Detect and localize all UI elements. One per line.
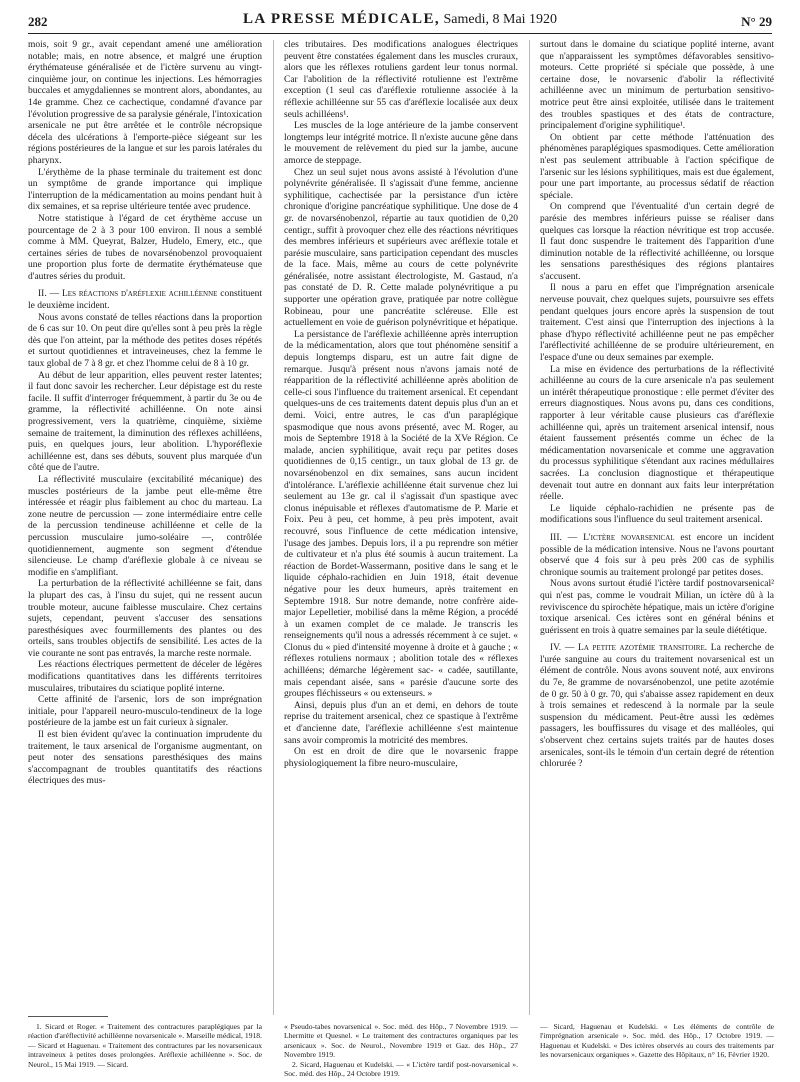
section-lead: est encore un incident possible de la médication intensive. Nous ne l'avons pourtant observé que 4 fois sur à peu près 200 cas de syphilis chronique soumis au traitement prolongé par petites doses. [540,532,774,578]
paragraph: Il nous a paru en effet que l'imprégnation arsenicale nerveuse pouvait, chez quelques sujets, poursuivre ses effets pendant quelques jours encore après la suspension de tout traitement. C'est ainsi que l'interruption des injections à la phase d'hypo réflectivité achilléenne peut ne pas empêcher l'aréflectivité achilléenne de se produire ultérieurement, en l'espace d'une ou deux semaines par exemple. [540,283,774,364]
issue-number: N° 29 [741,14,772,29]
header-rule [28,33,772,34]
column-2 [284,40,518,890]
footnote-rule [28,1016,108,1017]
paragraph: Au début de leur apparition, elles peuvent rester latentes; il faut donc savoir les rechercher. Leur dépistage est du reste facile. Il suffit d'interroger fréquemment, à partir du 3e ou 4e gramme, la réflectivité achilléenne. On note ainsi progressivement, vers la quatrième, cinquième, sixième semaine de traitement, la diminution des réflexes achilléens, puis, en quelques jours, leur abolition. L'hyporéflexie achilléenne est, dans ses débuts, souvent plus marquée d'un côté que de l'autre. [28,370,262,474]
paragraph: La perturbation de la réflectivité achilléenne se fait, dans la plupart des cas, à l'insu du sujet, qui ne ressent aucun trouble moteur, aucune faiblesse musculaire. Chez certains sujets, cependant, peuvent s'accuser des sensations paresthésiques avec fourmillements des plantes ou des orteils, sans troubles objectifs de sensibilité. Les actes de la vie courante ne sont pas entravés, la marche reste normale. [28,579,262,659]
paragraph: Les réactions électriques permettent de déceler de légères modifications quantitatives dans les différents territoires musculaires, tributaires du sciatique poplité interne. [28,660,262,694]
section-title: L'ictère novarsenical [583,532,675,543]
footnote: 1. Sicard et Roger. « Traitement des contractures paraplégiques par la réaction d'aréflectivité achilléenne novarsenicale ». Marseille médical, 1918. — Sicard et Haguenau. « Traitement des contractures par les novarsenicaux intraveineux à petites doses prolongées. Aréflexie achilléenne ». Soc. de Neurol., 15 Mai 1919. — Sicard. [28,1022,262,1069]
paragraph: Chez un seul sujet nous avons assisté à l'évolution d'une polynévrite généralisée. Il s'agissait d'une femme, ancienne syphilitique, cachectisée par la persistance d'un ictère chronique d'origine pancréatique syphilitique. Une dose de 4 gr. de novarsénobenzol, répartie au taux quotidien de 0,20 centigr., suffit à provoquer chez elle des réactions névritiques des membres inférieurs et supérieurs avec aréflexie totale et parésie musculaire, sans participation cependant des muscles de la face. Mais, même au cours de cette polynévrite généralisée, notre assistant électrologiste, M. Gastaud, n'a pas constaté de D. R. Cette malade polynévritique a pu supporter une opération grave, pratiquée par notre collègue Robineau, pour une pancréatite scléreuse. Elle est actuellement en voie de guérison polynévritique et hépatique. [284,167,518,329]
section-number: IV. — [550,643,579,654]
section-heading-iv [540,643,774,771]
paragraph: surtout dans le domaine du sciatique poplité interne, avant que n'apparaissent les symptômes défavorables sensitivo-moteurs. Cette propriété si spéciale que possède, à une certaine dose, le novarsenic d'abolir la réflectivité achilléenne avec un minimum de perturbation sensitivo-motrice peut être ainsi exploitée, utilisée dans le traitement des troubles spastiques et des états de contracture, principalement d'origine syphilitique¹. [540,40,774,132]
paragraph: On obtient par cette méthode l'atténuation des phénomènes paraplégiques spasmodiques. Cette amélioration n'est pas seulement attribuable à l'action spécifique de l'arsenic sur les lésions syphilitiques, mais est due également, pour une part importante, au processus sédatif de réaction spéciale. [540,132,774,201]
paragraph: Les muscles de la loge antérieure de la jambe conservent longtemps leur intégrité motrice. Il n'existe aucune gêne dans le mouvement de relèvement du pied sur la jambe, aucune amorce de steppage. [284,121,518,166]
paragraph: Le liquide céphalo-rachidien ne présente pas de modifications sous l'influence du seul traitement arsenical. [540,503,774,526]
column-3 [540,40,774,890]
footnotes-col-2 [284,1022,518,1078]
paragraph: Nous avons surtout étudié l'ictère tardif postnovarsenical² qui n'est pas, comme le voudrait Milian, un ictère dû à la reviviscence du spirochète hépatique, mais un ictère d'origine toxique arsenical. Ces ictères sont en général bénins et guérissent en trois à quatre semaines par la seule diététique. [540,579,774,636]
page-header [28,8,772,34]
column-divider [273,40,274,1015]
paragraph: mois, soit 9 gr., avait cependant amené une amélioration notable; mais, en notre absence, et malgré une éruption érythémateuse généralisée et de l'ictère survenu au vingt-cinquième jour, on continue les injections. Les hémorragies buccales et amygdaliennes se montrent alors, abondantes, au 14e gramme. Chez ce cachectique, condamné d'avance par l'évolution progressive de sa paralysie générale, l'intoxication arsenicale ne put être arrêtée et le contrôle nécropsique décela des ulcérations à l'emporte-pièce siégeant sur les régions postérieures de la langue et sur les parois latérales du pharynx. [28,40,262,166]
column-1 [28,40,262,890]
section-number: III. — [550,532,584,543]
footnote: — Sicard, Haguenau et Kudelski. « Les éléments de contrôle de l'imprégnation arsenicale ». Soc. méd. des Hôp., 17 Octobre 1919. — Haguenau et Kudelski. « Des ictères observés au cours des traitements par les novarsenicaux organiques ». Gazette des Hôpitaux, n° 16, Février 1920. [540,1022,774,1060]
section-title: La petite azotémie transitoire. [578,643,708,654]
issue-date: Samedi, 8 Mai 1920 [440,12,558,27]
paragraph: La mise en évidence des perturbations de la réflectivité achilléenne au cours de la cure arsenicale n'a pas seulement un intérêt thérapeutique pronostique : elle permet d'éviter des erreurs diagnostiques. Nous avons pu, dans ces conditions, rapporter à leur véritable cause plusieurs cas d'aréflexie achilléenne qui, après un traitement arsenical intensif, nous étaient faussement présentés comme un échec de la médicamentation novarsenicale et comme une aggravation du processus syphilitique s'étendant aux racines médullaires sacrées. La conclusion diagnostique et thérapeutique devenait tout autre en donnant aux faits leur interprétation réelle. [540,364,774,503]
paragraph: Il est bien évident qu'avec la continuation imprudente du traitement, le taux arsenical de l'organisme augmentant, on peut noter des sensations paresthésiques des mains s'accompagnant de troubles quantitatifs des réactions électriques des mus- [28,730,262,787]
paragraph: cles tributaires. Des modifications analogues électriques peuvent être constatées également dans les muscles cruraux, alors que les réflexes rotuliens gardent leur tonus normal. Car l'abolition de la réflectivité rotulienne est l'extrême exception (1 seul cas d'aréflexie rotulienne associée à la réflexie achilléenne sur 55 cas d'aréflexie localisée aux deux seuls achilléens¹. [284,40,518,120]
paragraph: L'érythème de la phase terminale du traitement est donc un symptôme de grande importance qui implique l'interruption de la médicamentation au moins pendant huit à dix semaines, et sa reprise ultérieure tentée avec prudence. [28,167,262,213]
section-lead: La recherche de l'urée sanguine au cours du traitement novarsenical est un élément de contrôle. Nous avons souvent noté, aux environs du 7e, 8e gramme de novarsénobenzol, une petite azotémie de 0 gr. 50 à 0 gr. 70, qui s'abaisse assez rapidement en deux à trois semaines et redescend à la normale par la seule suspension du médicament. Peut-être aussi les œdèmes passagers, les bouffissures du visage et des malléoles, qui s'observent chez certains sujets traités par de hautes doses arsenicales, sont-ils le témoin d'un certain degré de rétention chlorurée ? [540,643,774,770]
footnote: 2. Sicard, Haguenau et Kudelski. — « L'ictère tardif post-novarsenical ». Soc. méd. des Hôp., 24 Octobre 1919. [284,1059,518,1079]
page-number: 282 [28,14,48,29]
footnotes-col-3 [540,1022,774,1060]
paragraph: On comprend que l'éventualité d'un certain degré de parésie des membres inférieurs puisse se réaliser dans quelques cas lorsque la réaction névritique est trop accusée. Il faut donc suspendre le traitement dès l'apparition d'une diminution notable de la réflectivité achilléenne, ou lorsque les sensations paresthésiques des régions plantaires s'accusent. [540,202,774,282]
section-heading-ii [28,289,262,312]
paragraph: Nous avons constaté de telles réactions dans la proportion de 6 cas sur 10. On peut dire qu'elles sont à peu près la règle dès que l'on atteint, par la méthode des petites doses répétés et surtout quotidiennes et intraveineuses, chez la femme le taux global de 7 à 8 gr. et chez l'homme celui de 8 à 10 gr. [28,312,262,370]
paragraph: Ainsi, depuis plus d'un an et demi, en dehors de toute reprise du traitement arsenical, chez ce spastique à l'extrême et d'ancienne date, l'aréflexie achilléenne s'est maintenue sans avoir compromis la motricité des membres. [284,700,518,746]
journal-name: LA PRESSE MÉDICALE, [242,11,440,27]
footnotes-col-1 [28,1022,262,1069]
journal-title [28,11,772,28]
section-title: Les réactions d'aréflexie achilléenne [62,289,218,300]
section-lead: constituent le deuxième incident. [28,289,262,312]
paragraph: La persistance de l'aréflexie achilléenne après interruption de la médicamentation, alors que tout phénomène sensitif a depuis longtemps disparu, est un autre fait digne de remarque. Jusqu'à présent nous n'avons jamais noté de réapparition de la réflectivité achilléenne après abolition de celle-ci sous l'influence du traitement arsenical. Et cependant quelques-uns de ces traitements datent depuis plus d'un an et demi. Voici, entre autres, le cas d'un paraplégique spasmodique que nous avons présenté, avec M. Roger, au mois de Septembre 1918 à la Société de la XVe Région. Ce malade, ancien syphilitique, avait reçu par petites doses quotidiennes de 0,15 centigr., un taux global de 13 gr. de novarsénobenzol en dix semaines, sans aucun incident d'intolérance. L'aréflexie achilléenne était survenue chez lui seulement au 13e gr. cal il s'agissait d'un spastique avec clonus inépuisable et réflexes d'automatisme de P. Marie et Foix. Peu à peu, cet homme, à peu près impotent, avait recouvré, sous l'influence de cette médication intensive, l'usage des jambes. Depuis lors, il a pu reprendre son métier de cultivateur et n'a plus été soumis à aucun traitement. La réaction de Bordet-Wassermann, positive dans le sang et le liquide céphalo-rachidien en Juin 1918, était devenue négative pour les deux humeurs, après traitement en Septembre 1918. Sur notre demande, notre confrère aide-major Lepelletier, mobilisé dans la même Région, a procédé à un examen complet de ce malade. Je transcris les renseignements qu'il nous a adressés récemment à ce sujet. « Clonus du « pied d'intensité moyenne à droite et à gauche ; « réflexes rotuliens normaux ; abolition totale des « réflexes achilléens; démarche légèrement sac- « cadée, sautillante, mais cependant aisée, sans « parésie d'aucune sorte des groupes fléchisseurs « ou extenseurs. » [284,329,518,700]
paragraph: On est en droit de dire que le novarsenic frappe physiologiquement la fibre neuro-musculaire, [284,747,518,769]
paragraph: Cette affinité de l'arsenic, lors de son imprégnation initiale, pour l'appareil neuro-musculo-tendineux de la loge postérieure de la jambe est un fait curieux à signaler. [28,695,262,729]
footnote: « Pseudo-tabes novarsenical ». Soc. méd. des Hôp., 7 Novembre 1919. — Lhermitte et Quesnel. « Le traitement des contractures organiques par les arsenicaux ». Soc. de Neurol., Novembre 1919 et Gaz. des Hôp., 27 Novembre 1919. [284,1022,518,1060]
paragraph: Notre statistique à l'égard de cet érythème accuse un pourcentage de 2 à 3 pour 100 environ. Il nous a semblé comme à MM. Queyrat, Balzer, Hudelo, Emery, etc., que certaines séries de tubes de novarsénobenzol provoquaient une proportion plus forte de dermatite érythémateuse que d'autres séries du produit. [28,213,262,282]
paragraph: La réflectivité musculaire (excitabilité mécanique) des muscles postérieurs de la jambe peut elle-même être intéressée et réagir plus faiblement au choc du marteau. La zone neutre de percussion — zone intermédiaire entre celle de la percussion tendineuse achilléenne et celle de la percussion musculaire jumo-soléaire —, contrôlée quotidiennement, augmente son segment d'étendue silencieuse. Le champ d'aréflexie globale à ce niveau se modifie en s'amplifiant. [28,474,262,578]
section-heading-iii [540,533,774,579]
section-number: II. — [38,289,62,300]
column-divider [529,40,530,1015]
